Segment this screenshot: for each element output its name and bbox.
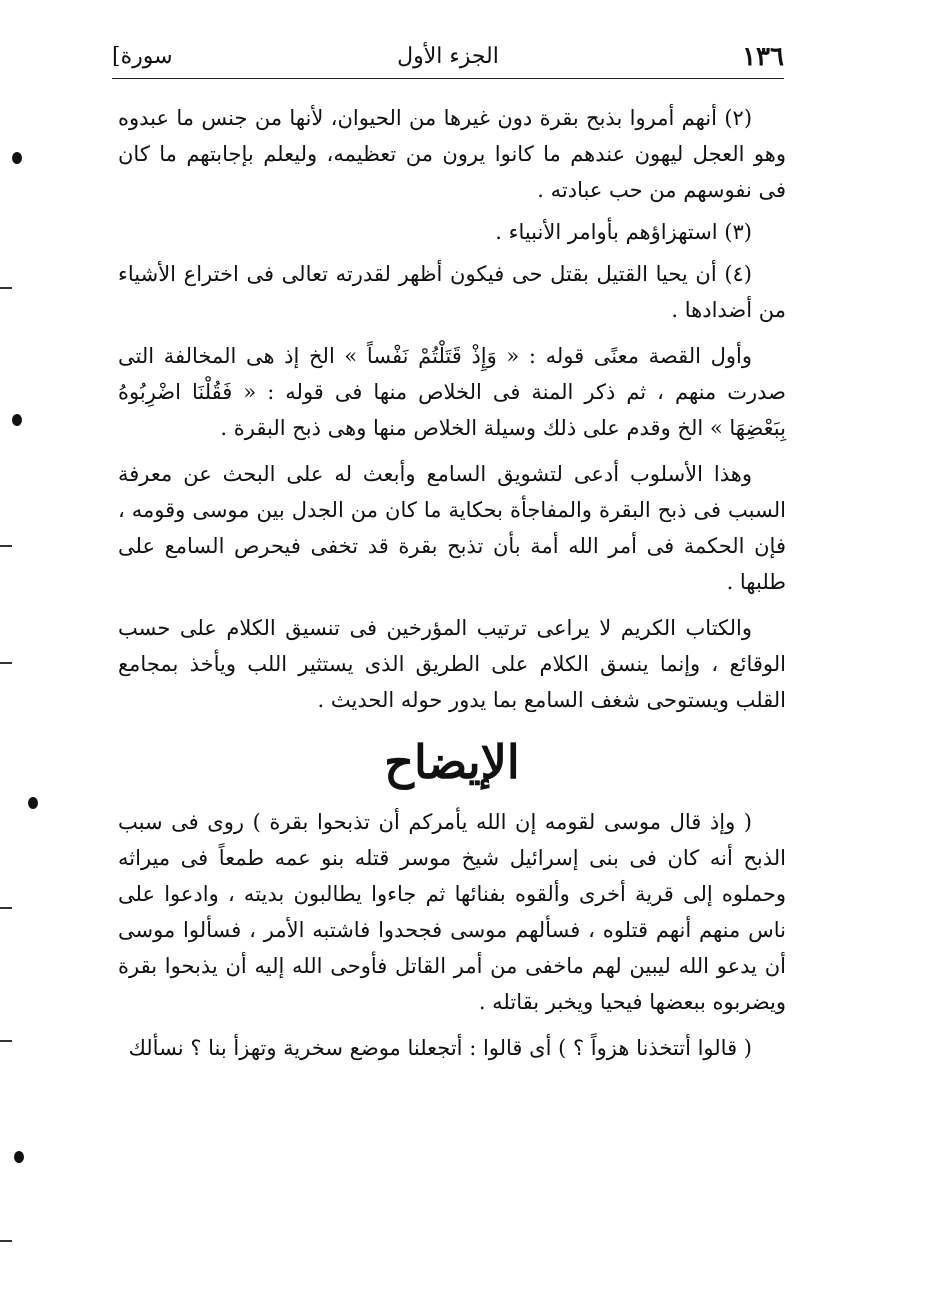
section-heading: الإيضاح bbox=[384, 735, 520, 789]
explanation-paragraph: ( وإذ قال موسى لقومه إن الله يأمركم أن تذبحوا بقرة ) روى فى سبب الذبح أنه كان فى بنى إسرائيل شيخ موسر قتله بنو عمه طمعاً فى ميراثه وحملوه إلى قرية أخرى وألقوه بفنائها ثم جاءوا يطالبون بديته ، وادعوا على ناس منهم أنهم قتلوه ، فسألهم موسى فجحدوا فاشتبه الأمر ، فسألوا موسى أن يدعو الله ليبين لهم ماخفى من أمر القاتل فأوحى الله إليه أن يذبحوا بقرة ويضربوه ببعضها فيحيا ويخبر بقاتله . bbox=[118, 810, 786, 1014]
style-paragraph: وهذا الأسلوب أدعى لتشويق السامع وأبعث له على البحث عن معرفة السبب فى ذبح البقرة والمفاجأة بحكاية ما كان من الجدل بين موسى وقومه ، فإن الحكمة فى أمر الله أمة بأن تذبح بقرة قد تخفى فيحرص السامع على طلبها . bbox=[118, 462, 786, 594]
scan-speck bbox=[0, 287, 12, 289]
scan-speck bbox=[0, 907, 12, 909]
scan-speck bbox=[12, 152, 22, 164]
surah-label: [سورة bbox=[112, 44, 173, 69]
scan-speck bbox=[14, 1151, 24, 1163]
explanation-paragraph-continued: ( قالوا أتتخذنا هزواً ؟ ) أى قالوا : أتجعلنا موضع سخرية وتهزأ بنا ؟ نسألك bbox=[128, 1036, 752, 1060]
scan-speck bbox=[0, 1240, 12, 1242]
page-header bbox=[112, 38, 784, 79]
point-2: (٢) أنهم أمروا بذبح بقرة دون غيرها من الحيوان، لأنها من جنس ما عبدوه وهو العجل ليهون عندهم ما كانوا يرون من تعظيمه، وليعلم بإجابتهم ما كان فى نفوسهم من حب عبادته . bbox=[118, 106, 786, 202]
point-4: (٤) أن يحيا القتيل بقتل حى فيكون أظهر لقدرته تعالى فى اختراع الأشياء من أضدادها . bbox=[118, 262, 786, 322]
scan-speck bbox=[0, 545, 12, 547]
scan-speck bbox=[28, 797, 38, 809]
quran-order-paragraph: والكتاب الكريم لا يراعى ترتيب المؤرخين فى تنسيق الكلام على حسب الوقائع ، وإنما ينسق الكلام على الطريق الذى يستثير اللب ويأخذ بمجامع القلب ويستوحى شغف السامع بما يدور حوله الحديث . bbox=[118, 616, 786, 712]
scan-speck bbox=[12, 414, 22, 426]
scan-speck bbox=[0, 1040, 12, 1042]
running-title: الجزء الأول bbox=[397, 44, 499, 69]
point-3: (٣) استهزاؤهم بأوامر الأنبياء . bbox=[495, 220, 752, 244]
scan-speck bbox=[0, 662, 12, 664]
page-body bbox=[118, 100, 786, 1076]
page-number: ١٣٦ bbox=[742, 42, 784, 72]
story-order-paragraph: وأول القصة معنًى قوله : « وَإِذْ قَتَلْتُمْ نَفْساً » الخ إذ هى المخالفة التى صدرت منهم ، ثم ذكر المنة فى الخلاص منها فى قوله : « فَقُلْنَا اضْرِبُوهُ بِبَعْضِهَا » الخ وقدم على ذلك وسيلة الخلاص منها وهى ذبح البقرة . bbox=[118, 344, 786, 440]
